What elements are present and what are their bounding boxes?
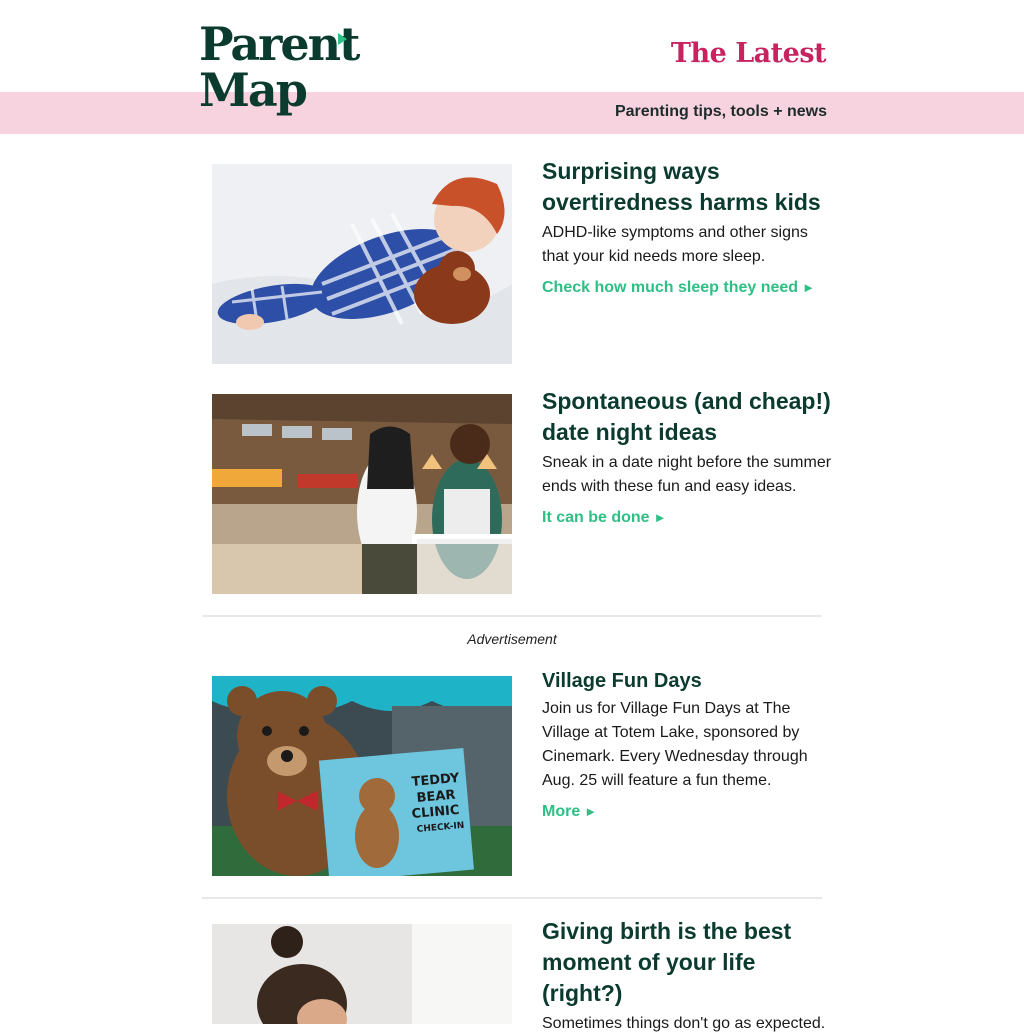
section-title: The Latest [670, 38, 826, 69]
tagline-text: Parenting tips, tools + news [614, 103, 827, 120]
article-image-sleeping-toddler[interactable] [212, 164, 512, 364]
article-image-couple-ice-cream[interactable] [212, 394, 512, 594]
article-description: Sometimes things don't go as expected. [542, 1015, 826, 1032]
ad-description: Join us for Village Fun Days at The Village at Totem Lake, sponsored by Cinemark. Every Wednesday through Aug. 25 will feature a fun theme. [542, 700, 808, 789]
logo-text-map: Map [199, 63, 306, 117]
article-title[interactable]: Surprising ways overtiredness harms kids [542, 158, 821, 215]
svg-text:TEDDY: TEDDY [411, 770, 460, 790]
article-title[interactable]: Giving birth is the best moment of your life (right?) [542, 918, 792, 1006]
article-description: ADHD-like symptoms and other signs that your kid needs more sleep. [542, 224, 808, 265]
article-link[interactable] [542, 509, 666, 527]
article-link-label: It can be done [542, 509, 650, 526]
logo-play-icon [338, 33, 347, 45]
article-card [212, 918, 832, 1032]
ad-body [542, 668, 832, 821]
article-link[interactable] [542, 279, 815, 297]
svg-text:BEAR: BEAR [416, 787, 457, 806]
article-link-label: Check how much sleep they need [542, 279, 799, 296]
ad-title[interactable]: Village Fun Days [542, 670, 702, 692]
ad-link-label: More [542, 803, 581, 820]
article-body [542, 156, 832, 297]
advertisement-label: Advertisement [467, 631, 557, 647]
article-body [542, 916, 832, 1036]
ad-card [212, 670, 832, 876]
play-arrow-icon: ► [802, 280, 815, 295]
article-image-tired-mother[interactable] [212, 924, 512, 1024]
svg-text:CHECK-IN: CHECK-IN [416, 820, 465, 835]
article-card [212, 388, 832, 594]
svg-text:CLINIC: CLINIC [411, 802, 461, 822]
email-header [0, 0, 1024, 92]
play-arrow-icon: ► [584, 804, 598, 819]
article-body [542, 386, 832, 527]
article-description: Sneak in a date night before the summer ends with these fun and easy ideas. [542, 454, 832, 495]
article-title[interactable]: Spontaneous (and cheap!) date night ideas [542, 388, 831, 445]
ad-image-teddy-bear[interactable] [212, 676, 512, 876]
ad-more-link[interactable] [542, 803, 597, 821]
logo-text-parent: Parent [199, 17, 359, 71]
section-divider [202, 897, 822, 899]
article-card [212, 158, 832, 364]
play-arrow-icon: ► [653, 510, 667, 525]
parentmap-logo[interactable] [199, 18, 359, 122]
section-divider [202, 615, 822, 617]
tagline-bar [0, 92, 1024, 134]
